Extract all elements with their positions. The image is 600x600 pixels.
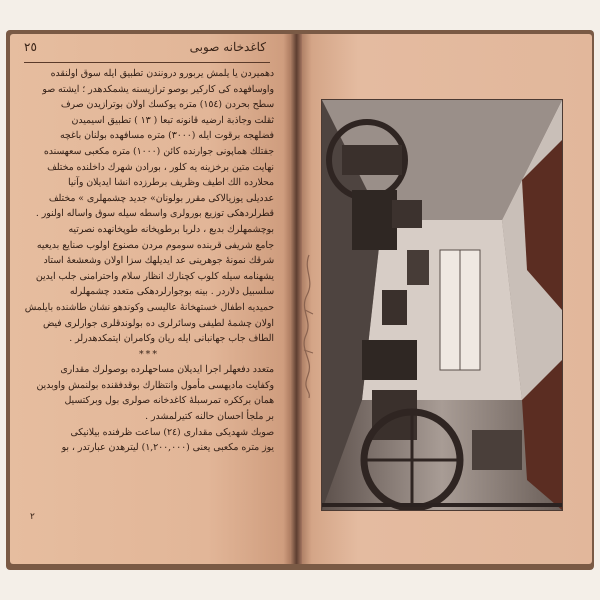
text-line: واوسافهده كى كاركير بوصو ترازيسنه يشمكدهدر ؛ ايشته صو xyxy=(42,83,274,95)
text-line: شرقك نمونهٔ جوهرينى عد ايديلهك سزا اولان وشعشعهٔ استاد xyxy=(43,255,274,267)
left-page-header xyxy=(24,40,274,60)
header-rule xyxy=(24,62,270,63)
section-separator: *** xyxy=(139,348,159,360)
left-page-text xyxy=(24,66,274,456)
text-line: جفتلك هماپونى جوارنده كائن (١٠٠٠) متره مكعبى سعهسنده xyxy=(43,145,274,157)
text-line: دهميردن يا يلمش يربورو درونندن تطبيق ايله سوق اولنقده xyxy=(50,68,274,79)
text-line: قطرلردهكى توزيع بورولرى واسطه سيله سوق واساله اولنور . xyxy=(35,208,274,220)
text-line: عدديلى يوزيالاكى مقرر بولونان» جديد چشمهلرى » مختلف xyxy=(48,192,274,204)
text-line: متعدد دفعهلر اجرا ايديلان مساحهلرده بوصولرك مقدارى xyxy=(60,364,274,376)
signature-mark: ٢ xyxy=(30,512,35,522)
text-line: اولان چشمهٔ لطيفى وسائرلرى ده بولوندقلرى جوارلرى فيض xyxy=(42,317,274,329)
text-line: جامع شريفى قربنده سوموم مردن مصنوع اولوب صنايع بديعيه xyxy=(36,239,274,251)
text-line: يشهنامه سيله كلوب كچنارك انظار سلام واحترامنى جلب ايدين xyxy=(35,270,274,282)
text-line: صوبك شهديكى مقدارى (٢٤) ساعت ظرفنده بيلانيكى xyxy=(70,426,274,438)
text-line: ثقلت وجاذبة ارضيه قانونه تبعا ( ١٣ ) تطبيق اسيميدن xyxy=(71,114,274,126)
text-line: فضلهجه برقوت ايله (٣٠٠٠) متره مسافهده بولنان باغچه xyxy=(59,130,274,142)
text-line: سلسبيل دلاردر . بينه بوجوارلردهكى متعدد چشمهلرله xyxy=(69,286,274,298)
text-line: حميديه اطفال خستهخانهٔ عاليسى وكوندهو نشان طاشنده بايلمش xyxy=(24,301,274,313)
text-line: الطاف جاب جهانبانى ايله ريان وكامران ايتمكدهدرلر . xyxy=(69,333,274,345)
text-line: نهايت متين برخزينه يه كلور ، بورادن شهرك داخلنده مختلف xyxy=(47,161,274,173)
page-number: ٢٥ xyxy=(24,40,37,54)
text-line: همان برككره تمرسبلهٔ كاغدخانه صولرى بول وبركتسيل xyxy=(64,395,274,407)
text-line: بر ملجأ احسان حالنه كتيرلمشدر . xyxy=(145,411,274,423)
pump-machine xyxy=(352,190,397,250)
text-line: محلارده الك اطيف وظريف برطرزده انشا ايديلان وآنيا xyxy=(68,177,274,189)
margin-handwriting xyxy=(297,250,322,400)
pump-room-photo xyxy=(322,100,562,510)
text-line: وكفايت ماديهسى مأمول وانتظارك بوقدفقنده بولنمش واوبدين xyxy=(36,379,274,391)
text-line: بوچشمهلرك بديع ، دلربا برطوپخانه طوپخانهده نصرتيه xyxy=(68,223,274,235)
engine-top xyxy=(342,145,402,175)
pump-machine-lower xyxy=(362,340,417,380)
text-line: يوز متره مكعبى يعنى (١,٢٠٠,٠٠٠) ليترهدن عبارتدر ، بو xyxy=(61,442,274,454)
text-line: سطح بحردن (١٥٤) متره يوكسك اولان بوترازيدن صرف xyxy=(60,99,274,111)
running-title: كاغدخانه صوبى xyxy=(189,40,266,54)
pump-room-illustration xyxy=(322,100,562,510)
